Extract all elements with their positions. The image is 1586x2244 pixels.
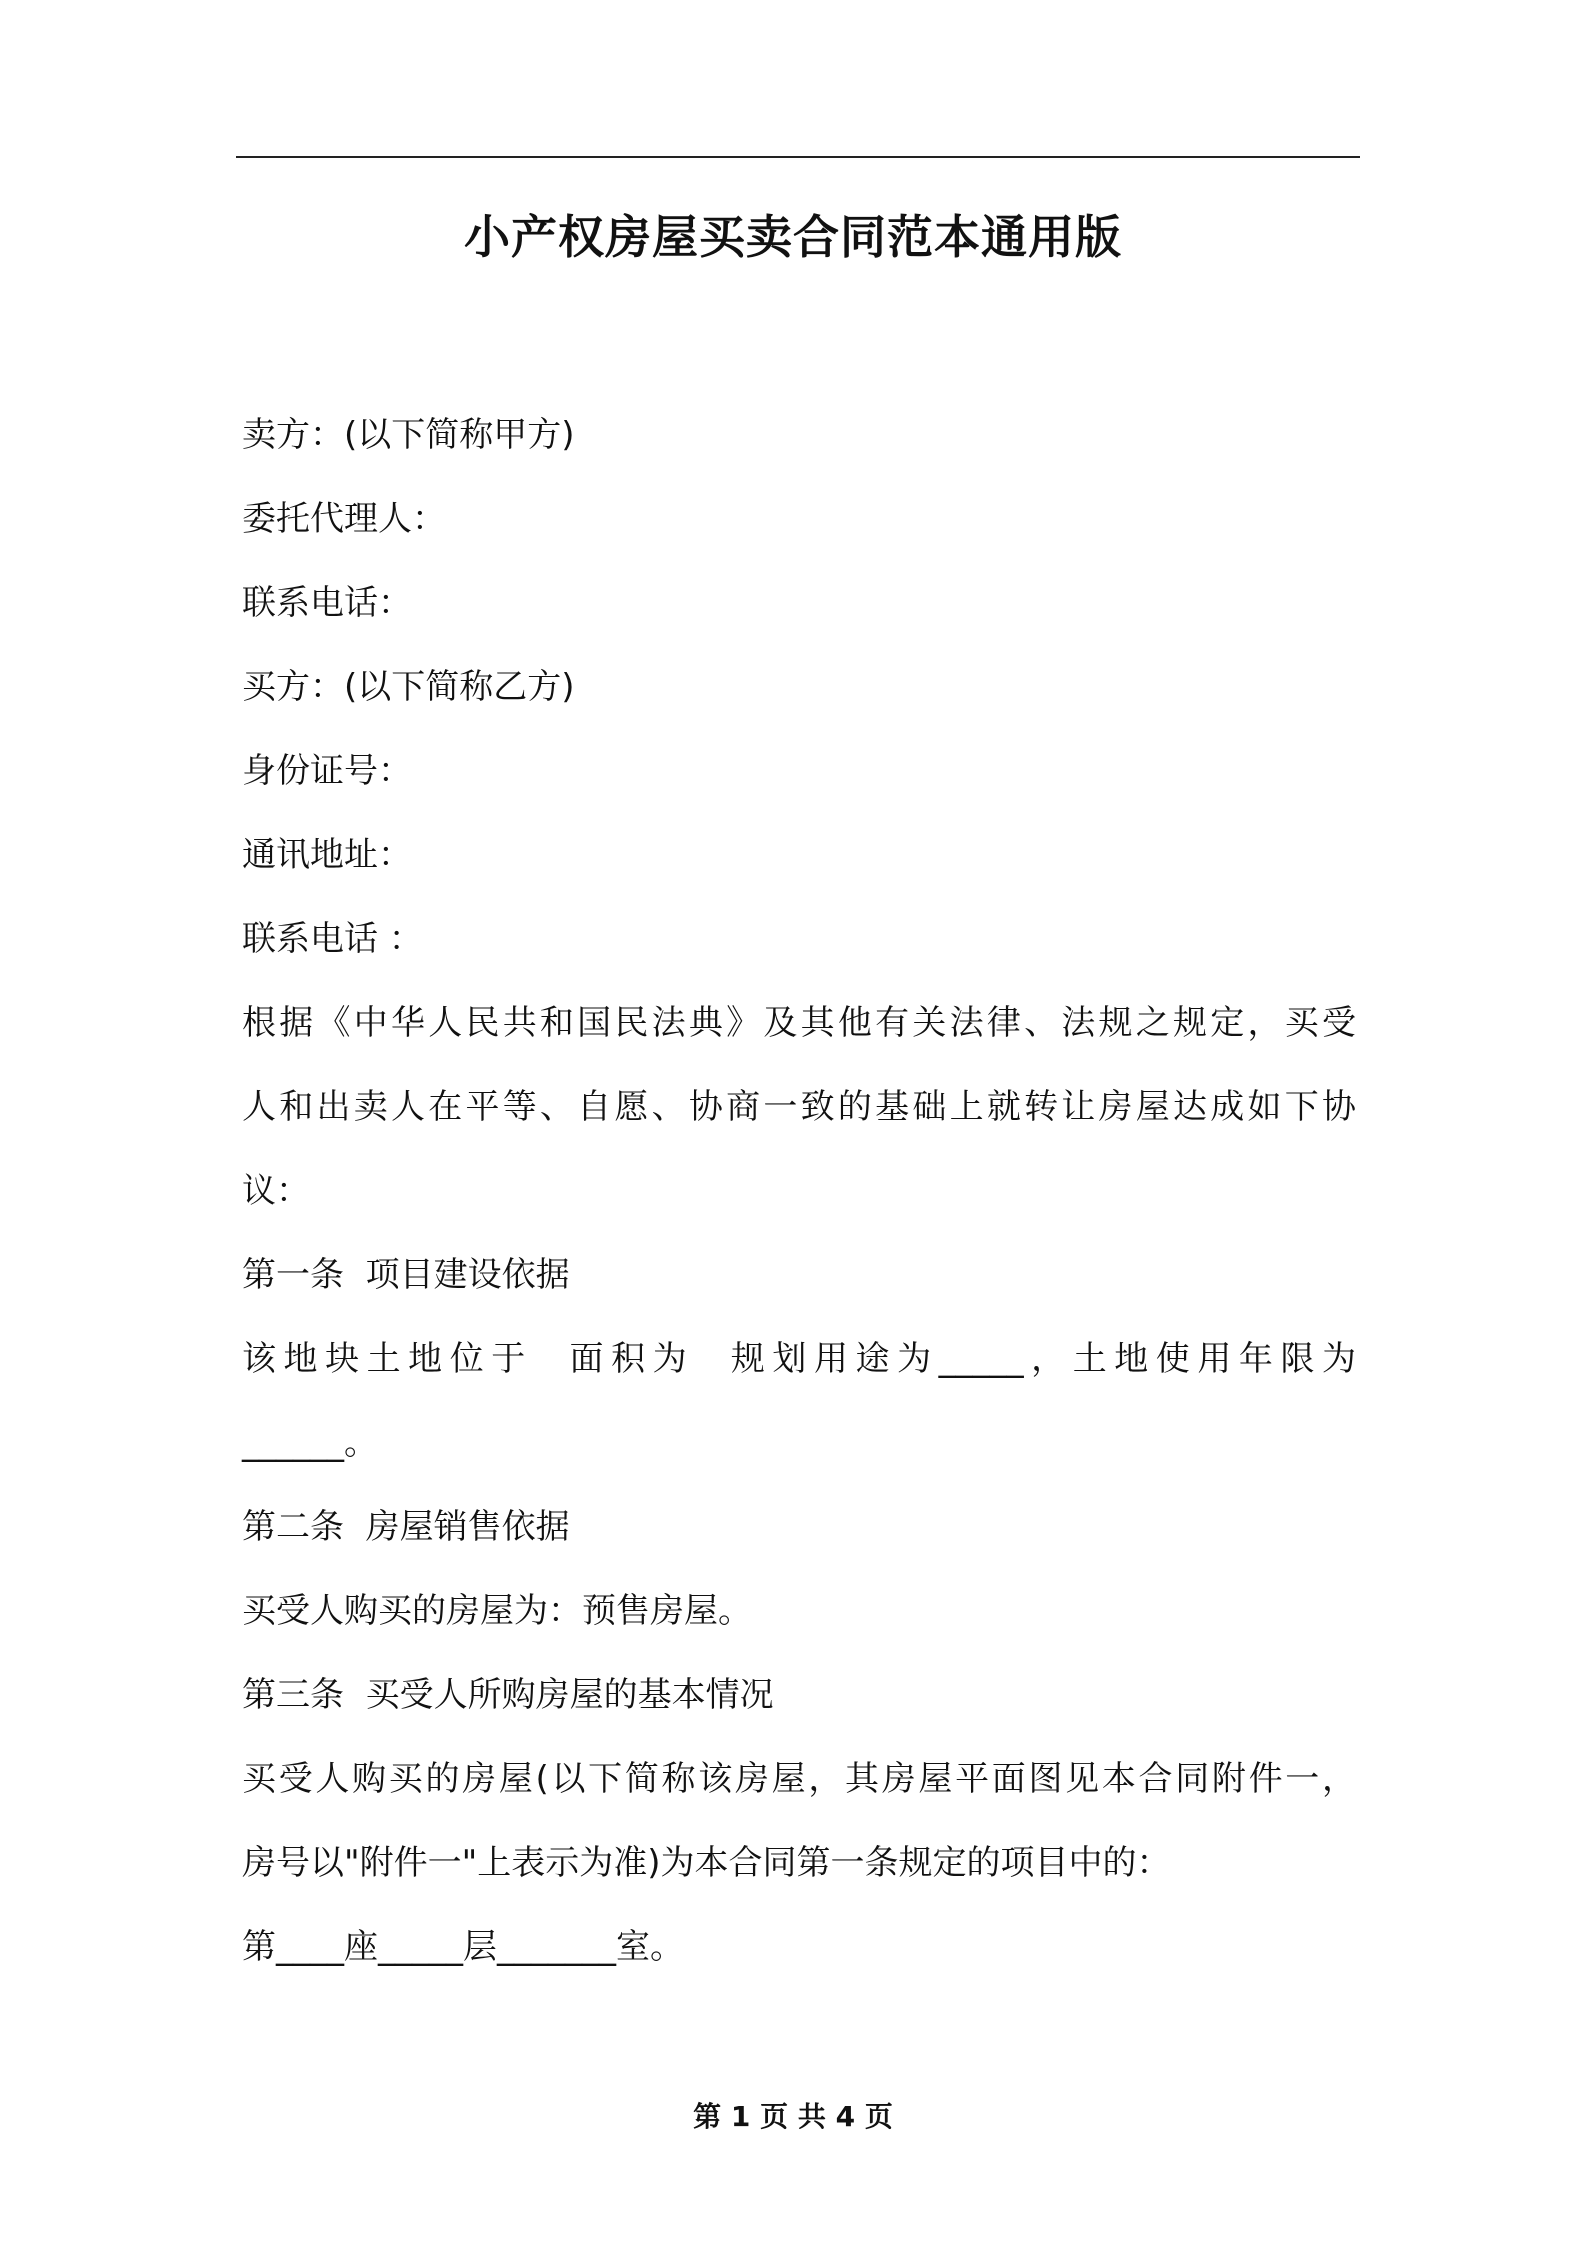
preamble-line-1: 根据《中华人民共和国民法典》及其他有关法律、法规之规定，买受: [242, 1003, 1356, 1043]
buyer-line: 买方：(以下简称乙方): [242, 667, 575, 707]
document-title: 小产权房屋买卖合同范本通用版: [464, 210, 1122, 264]
buyer-phone-line: 联系电话 ：: [242, 919, 423, 959]
seller-line: 卖方：(以下简称甲方): [242, 415, 575, 455]
header-rule: [236, 156, 1360, 158]
article-3-text-1: 买受人购买的房屋(以下简称该房屋，其房屋平面图见本合同附件一，: [242, 1759, 1356, 1799]
article-3-heading: 第三条 买受人所购房屋的基本情况: [242, 1675, 774, 1715]
article-2-heading: 第二条 房屋销售依据: [242, 1507, 570, 1547]
agent-line: 委托代理人：: [242, 499, 446, 539]
article-3-text-2: 房号以"附件一"上表示为准)为本合同第一条规定的项目中的：: [242, 1843, 1171, 1883]
article-2-text: 买受人购买的房屋为：预售房屋。: [242, 1591, 752, 1631]
article-1-heading: 第一条 项目建设依据: [242, 1255, 570, 1295]
article-1-text-1: 该地块土地位于 面积为 规划用途为_____，土地使用年限为: [242, 1339, 1356, 1379]
seller-phone-line: 联系电话：: [242, 583, 412, 623]
article-1-text-2: ______。: [242, 1423, 378, 1463]
preamble-line-3: 议：: [242, 1171, 310, 1211]
id-number-line: 身份证号：: [242, 751, 412, 791]
address-line: 通讯地址：: [242, 835, 412, 875]
page-number-footer: 第 1 页 共 4 页: [693, 2100, 893, 2133]
article-3-text-3: 第____座_____层_______室。: [242, 1927, 684, 1967]
preamble-line-2: 人和出卖人在平等、自愿、协商一致的基础上就转让房屋达成如下协: [242, 1087, 1356, 1127]
